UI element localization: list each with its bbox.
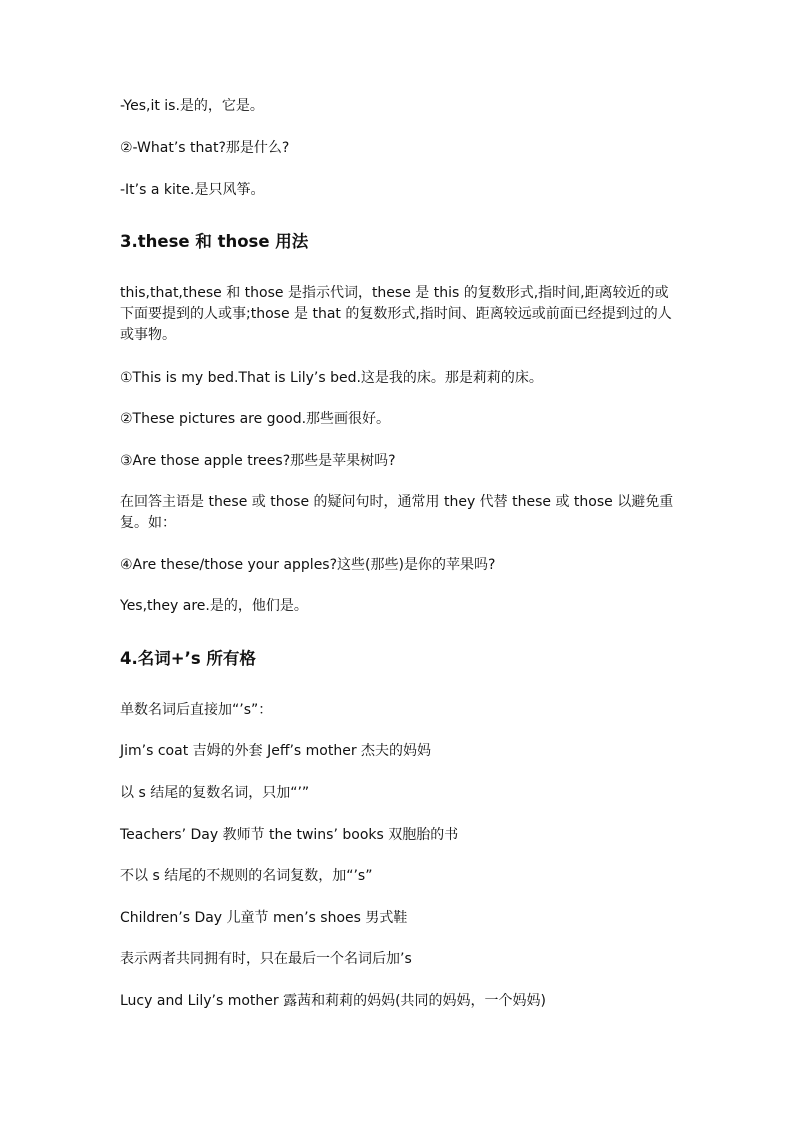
example-line: Teachers’ Day 教师节 the twins’ books 双胞胎的书 xyxy=(120,827,459,843)
rule-line: 单数名词后直接加“’s”： xyxy=(120,702,273,718)
example-line: ④Are these/those your apples?这些(那些)是你的苹果吗? xyxy=(120,557,496,573)
question-line: ②-What’s that?那是什么? xyxy=(120,140,290,156)
example-line: Jim’s coat 吉姆的外套 Jeff’s mother 杰夫的妈妈 xyxy=(120,743,432,759)
rule-line: 以 s 结尾的复数名词，只加“’” xyxy=(120,785,310,801)
section-heading: 3.these 和 those 用法 xyxy=(120,232,309,251)
section-heading: 4.名词+’s 所有格 xyxy=(120,649,256,668)
example-line: ①This is my bed.That is Lily’s bed.这是我的床。那是莉莉的床。 xyxy=(120,370,543,386)
example-line: Children’s Day 儿童节 men’s shoes 男式鞋 xyxy=(120,910,408,926)
answer-line: Yes,they are.是的，他们是。 xyxy=(120,598,308,614)
rule-line: 表示两者共同拥有时，只在最后一个名词后加’s xyxy=(120,951,412,967)
answer-line: -It’s a kite.是只风筝。 xyxy=(120,182,265,198)
example-line: Lucy and Lily’s mother 露茜和莉莉的妈妈(共同的妈妈，一个妈妈) xyxy=(120,993,547,1009)
example-line: ③Are those apple trees?那些是苹果树吗? xyxy=(120,453,396,469)
section-intro-paragraph: this,that,these 和 those 是指示代词，these 是 this 的复数形式,指时间,距离较近的或下面要提到的人或事;those 是 that 的复数形式,指时间、距离较远或前面已经提到过的人或事物。 xyxy=(120,285,672,343)
example-line: ②These pictures are good.那些画很好。 xyxy=(120,411,391,427)
answer-line: -Yes,it is.是的，它是。 xyxy=(120,98,264,114)
note-paragraph: 在回答主语是 these 或 those 的疑问句时，通常用 they 代替 these 或 those 以避免重复。如： xyxy=(120,494,674,531)
rule-line: 不以 s 结尾的不规则的名词复数，加“’s” xyxy=(120,868,373,884)
